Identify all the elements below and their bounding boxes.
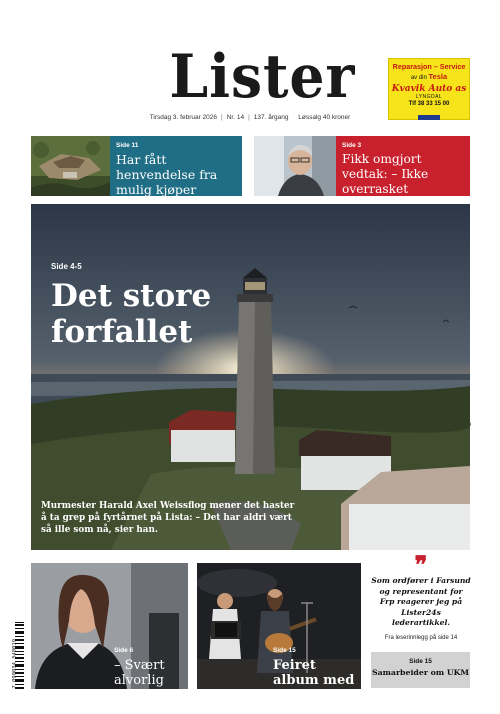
lead-headline: Det store forfallet bbox=[51, 278, 212, 350]
ad-company: Kvavik Auto as bbox=[391, 84, 467, 94]
teaser-buyer[interactable] bbox=[31, 136, 242, 196]
quote-text: Som ordfører i Farsund og representant for Frp reagerer jeg på Lister24s lederartikkel. bbox=[371, 576, 471, 627]
issue-number: Nr. 14 bbox=[226, 114, 245, 121]
teaser-headline: Samarbeider om UKM bbox=[371, 668, 470, 677]
teaser-headline: Feiret album med konsert bbox=[273, 658, 355, 703]
ad-line2 bbox=[389, 72, 469, 81]
lead-story[interactable] bbox=[31, 204, 470, 550]
teaser-headline: Har fått henvendelse fra mulig kjøper bbox=[116, 152, 218, 197]
barcode bbox=[6, 621, 24, 689]
ad-line2-prefix: av din bbox=[410, 75, 427, 81]
ad-brand: Tesla bbox=[428, 72, 448, 81]
ad-line1: Reparasjon – Service bbox=[392, 62, 466, 71]
teaser-headline: Fikk omgjort vedtak: – Ikke overrasket bbox=[342, 152, 429, 196]
price: Løssalg 40 kroner bbox=[298, 114, 351, 121]
teaser-ukm[interactable] bbox=[371, 652, 470, 688]
man-portrait-photo bbox=[254, 136, 336, 196]
ad-phone: Tlf 38 33 15 00 bbox=[408, 101, 450, 107]
teaser-decision[interactable] bbox=[254, 136, 470, 196]
mobil-badge-icon bbox=[418, 115, 440, 120]
teaser-album-concert[interactable] bbox=[197, 563, 361, 703]
newspaper-logo: Lister bbox=[169, 42, 356, 112]
lead-kicker: Side 4-5 bbox=[51, 262, 82, 271]
teaser-serious-case[interactable] bbox=[31, 563, 188, 703]
issue-date: Tirsdag 3. februar 2026 bbox=[149, 114, 218, 121]
tesla-service-ad[interactable] bbox=[388, 58, 470, 120]
quote-source: Fra leserinnlegg på side 14 bbox=[384, 634, 458, 641]
teaser-kicker: Side 15 bbox=[409, 658, 432, 665]
lead-caption: Murmester Harald Axel Weissflog mener det haster å ta grep på fyrtårnet på Lista: – Det har aldri vært så ille som nå, sier han. bbox=[41, 501, 295, 535]
teaser-kicker: Side 3 bbox=[342, 142, 362, 149]
dateline: Tirsdag 3. februar 2026 | Nr. 14 | 137. årgang Løssalg 40 kroner bbox=[149, 114, 351, 121]
volume: 137. årgang bbox=[253, 114, 289, 121]
lighthouse-photo bbox=[31, 204, 470, 550]
ad-location: LYNGDAL bbox=[415, 94, 443, 100]
teaser-kicker: Side 6 bbox=[114, 647, 134, 654]
teaser-panel bbox=[110, 136, 242, 196]
aerial-building-photo bbox=[31, 136, 110, 196]
teaser-panel bbox=[336, 136, 470, 196]
teaser-headline: – Svært alvorlig sak bbox=[114, 658, 165, 703]
teaser-kicker: Side 11 bbox=[116, 142, 139, 149]
teaser-kicker: Side 15 bbox=[273, 647, 296, 654]
quote-mark-icon: ❞ bbox=[414, 550, 428, 579]
barcode-digits: 7 090034 540019 bbox=[10, 638, 18, 689]
reader-letter-quote[interactable] bbox=[371, 550, 471, 641]
